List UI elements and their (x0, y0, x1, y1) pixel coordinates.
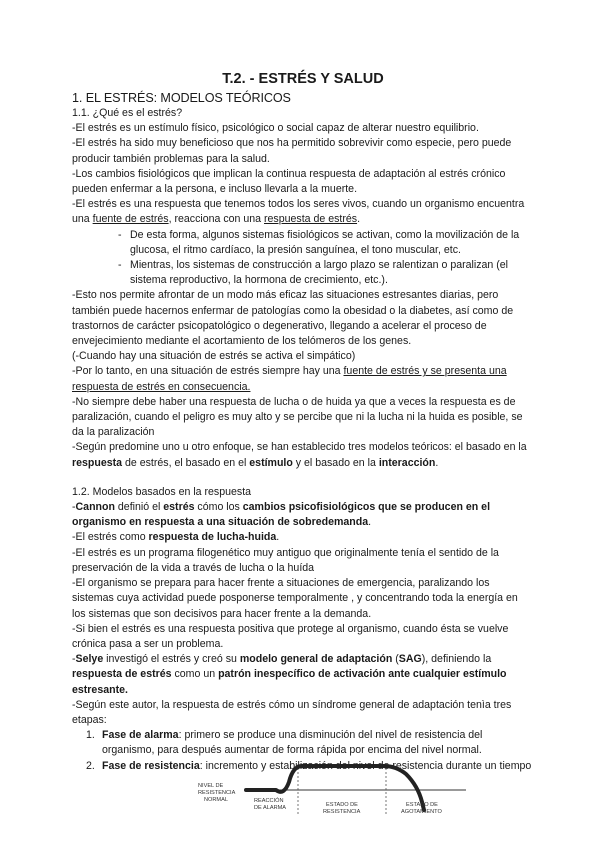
paragraph: -Cannon definió el estrés cómo los cambios psicofisiológicos que se producen en el organismo en respuesta a una situación de sobredemanda. (72, 501, 491, 529)
bullet-item: - De esta forma, algunos sistemas fisiológicos se activan, como la movilización de la glucosa, el ritmo cardíaco, la presión sanguínea, el tono muscular, etc. (118, 228, 520, 256)
chart-label: NIVEL DE (198, 783, 224, 789)
paragraph: -El estrés es un programa filogenético muy antiguo que originalmente tenía el sentido de la preservación de la vida a través de lucha o la huída (72, 546, 499, 574)
underlined-term: fuente de estrés y se presenta una respuesta de estrés en consecuencia. (72, 365, 507, 393)
paragraph: -Por lo tanto, en una situación de estrés siempre hay una fuente de estrés y se presenta una respuesta de estrés en consecuencia. (72, 365, 507, 393)
chart-label: RESISTENCIA (198, 790, 236, 796)
paragraph: -No siempre debe haber una respuesta de lucha o de huida ya que a veces la respuesta es de paralización, cuando el peligro es muy alto y se percibe que ni la lucha ni la huida es posible, se da la paralización (72, 395, 523, 439)
sag-diagram-svg (196, 760, 474, 830)
paragraph: (-Cuando hay una situación de estrés se activa el simpático) (72, 350, 356, 363)
paragraph: -El estrés es una respuesta que tenemos todos los seres vivos, cuando un organismo encuentra una fuente de estrés, reacciona con una respuesta de estrés. (72, 198, 525, 226)
list-item: 1. Fase de alarma: primero se produce una disminución del nivel de resistencia del organismo, para después aumentar de forma rápida por encima del nivel normal. (86, 729, 483, 757)
chart-label: NORMAL (204, 797, 228, 803)
paragraph: -Esto nos permite afrontar de un modo más eficaz las situaciones estresantes diarias, pero también puede hacernos enfermar de patologías como la obesidad o la diabetes, así como de trastornos de carácter psicopatológico o degenerativo, llegando a acelerar el proceso de envejecimiento mediante el acortamiento de los telómeros de los genes. (72, 289, 514, 348)
paragraph: -El estrés como respuesta de lucha-huida. (72, 531, 280, 544)
paragraph: -Si bien el estrés es una respuesta positiva que protege al organismo, cuando ésta se vuelve crónica pasa a ser un problema. (72, 622, 509, 650)
paragraph: -Los cambios fisiológicos que implican la continua respuesta de adaptación al estrés crónico pueden enfermar a la persona, e incluso llevarla a la muerte. (72, 167, 506, 196)
dash-bullet-icon: - (118, 259, 122, 272)
paragraph: -El estrés ha sido muy beneficioso que nos ha permitido sobrevivir como especie, pero puede producir también problemas para la salud. (72, 137, 512, 165)
paragraph: -Selye investigó el estrés y creó su modelo general de adaptación (SAG), definiendo la respuesta de estrés como un patrón inespecífico de activación ante cualquier estímulo estresante. (72, 653, 507, 696)
list-item: 2. Fase de resistencia: incremento y estabilización del nivel de resistencia durante un tiempo (86, 759, 532, 772)
phase-label: ESTADO DE (326, 802, 358, 808)
phase-label: REACCIÓN (254, 798, 284, 804)
underlined-term: respuesta de estrés (264, 213, 358, 226)
underlined-term: fuente de estrés (92, 213, 169, 226)
paragraph: -El estrés es un estímulo físico, psicológico o social capaz de alterar nuestro equilibrio. (72, 122, 479, 135)
dash-bullet-icon: - (118, 228, 122, 241)
subsection-heading: 1.1. ¿Qué es el estrés? (72, 107, 183, 119)
phase-label: AGOTAMIENTO (401, 809, 442, 815)
phase-label: RESISTENCIA (323, 809, 361, 815)
paragraph: -Según predomine uno u otro enfoque, se han establecido tres modelos teóricos: el basado en la respuesta de estrés, el basado en el estímulo y el basado en la interacción. (72, 441, 527, 469)
bullet-item: - Mientras, los sistemas de construcción a largo plazo se ralentizan o paralizan (el sistema reproductivo, la hormona de crecimiento, etc.). (118, 259, 509, 287)
document-title: T.2. - ESTRÉS Y SALUD (222, 71, 384, 87)
phase-label: DE ALARMA (254, 805, 287, 811)
sag-diagram (196, 760, 474, 830)
phase-label: ESTADO DE (406, 802, 438, 808)
paragraph: -Según este autor, la respuesta de estrés cómo un síndrome general de adaptación tenìa tres etapas: (72, 698, 512, 726)
subsection-heading: 1.2. Modelos basados en la respuesta (72, 485, 252, 498)
paragraph: -El organismo se prepara para hacer frente a situaciones de emergencia, paralizando los sistemas cuya actividad puede posponerse temporalmente , y concentrando toda la energía en los sistemas que son decisivos para hacer frente a la demanda. (72, 577, 518, 620)
document-body (72, 70, 534, 774)
section-heading: 1. EL ESTRÉS: MODELOS TEÓRICOS (72, 91, 291, 105)
